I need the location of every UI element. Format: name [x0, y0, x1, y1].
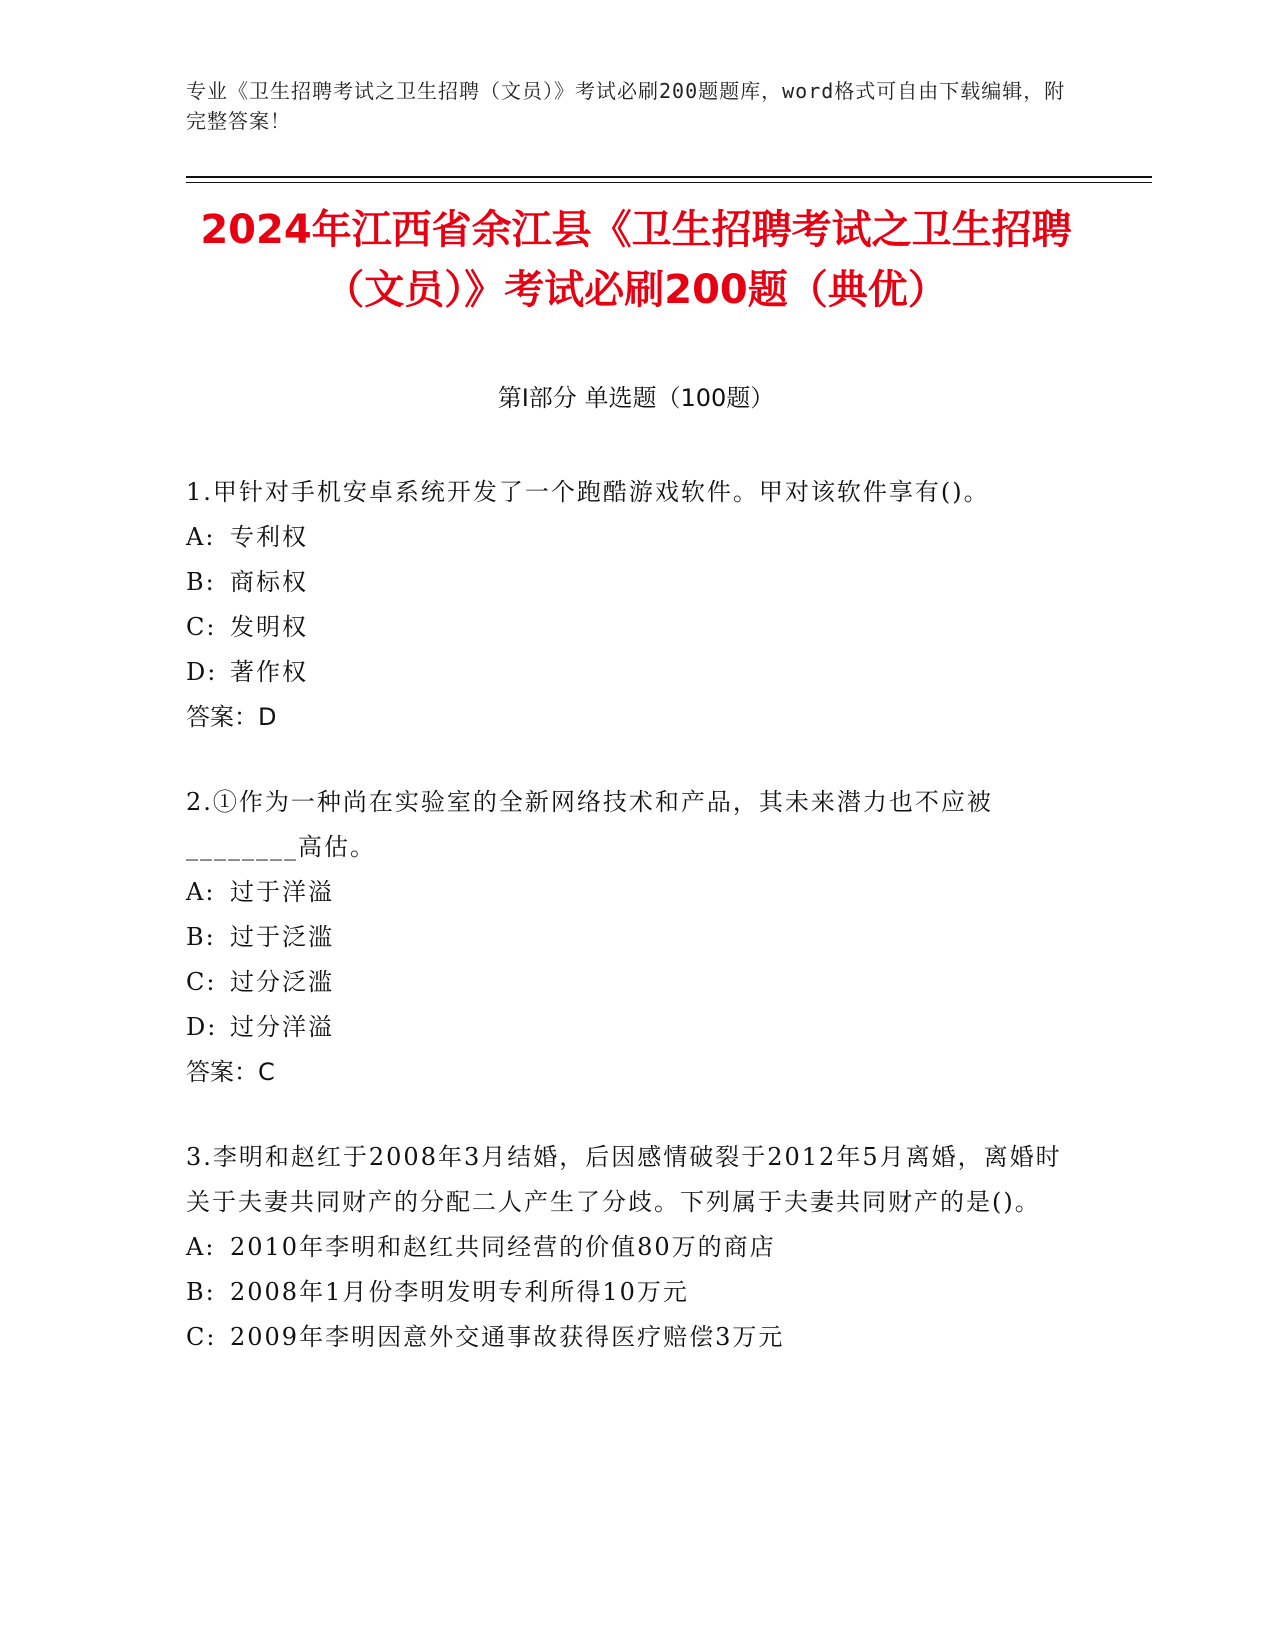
option-a [186, 1225, 1066, 1270]
question-stem: 2.①作为一种尚在实验室的全新网络技术和产品，其未来潜力也不应被________高估。 [186, 788, 993, 861]
option-b [186, 915, 1066, 960]
section-title: 第Ⅰ部分 单选题（100题） [497, 384, 775, 412]
option-text: 发明权 [230, 613, 308, 641]
option-c [186, 960, 1066, 1005]
option-text: 2010年李明和赵红共同经营的价值80万的商店 [230, 1233, 776, 1261]
option-key: B: [186, 1278, 216, 1306]
option-key: A: [186, 523, 216, 551]
question-stem: 3.李明和赵红于2008年3月结婚，后因感情破裂于2012年5月离婚，离婚时关于夫妻共同财产的分配二人产生了分歧。下列属于夫妻共同财产的是()。 [186, 1143, 1062, 1216]
option-text: 过于泛滥 [230, 923, 334, 951]
answer-line: 答案：C [186, 1058, 275, 1086]
option-key: C: [186, 1323, 217, 1351]
option-key: D: [186, 658, 218, 686]
option-key: A: [186, 1233, 216, 1261]
header-note: 专业《卫生招聘考试之卫生招聘（文员）》考试必刷200题题库，word格式可自由下载编辑，附完整答案！ [186, 79, 1066, 133]
document-title: 2024年江西省余江县《卫生招聘考试之卫生招聘（文员）》考试必刷200题（典优） [200, 207, 1072, 313]
option-text: 专利权 [230, 523, 308, 551]
option-text: 2009年李明因意外交通事故获得医疗赔偿3万元 [230, 1323, 785, 1351]
option-key: D: [186, 1013, 218, 1041]
question-1 [186, 470, 1066, 740]
option-key: C: [186, 968, 217, 996]
option-a [186, 870, 1066, 915]
question-2 [186, 780, 1066, 1095]
option-text: 2008年1月份李明发明专利所得10万元 [230, 1278, 689, 1306]
option-d [186, 650, 1066, 695]
option-b [186, 560, 1066, 605]
option-text: 过分洋溢 [230, 1013, 334, 1041]
option-c [186, 1315, 1066, 1360]
option-text: 过于洋溢 [230, 878, 334, 906]
option-a [186, 515, 1066, 560]
answer-line: 答案：D [186, 703, 277, 731]
option-key: B: [186, 923, 216, 951]
option-key: C: [186, 613, 217, 641]
option-key: B: [186, 568, 216, 596]
option-text: 著作权 [230, 658, 308, 686]
option-text: 商标权 [230, 568, 308, 596]
option-key: A: [186, 878, 216, 906]
option-text: 过分泛滥 [230, 968, 334, 996]
question-list [186, 470, 1066, 1400]
option-c [186, 605, 1066, 650]
question-stem: 1.甲针对手机安卓系统开发了一个跑酷游戏软件。甲对该软件享有()。 [186, 478, 990, 506]
question-3 [186, 1135, 1066, 1360]
header-divider [186, 176, 1152, 178]
header-divider-thin [186, 182, 1152, 183]
option-d [186, 1005, 1066, 1050]
option-b [186, 1270, 1066, 1315]
